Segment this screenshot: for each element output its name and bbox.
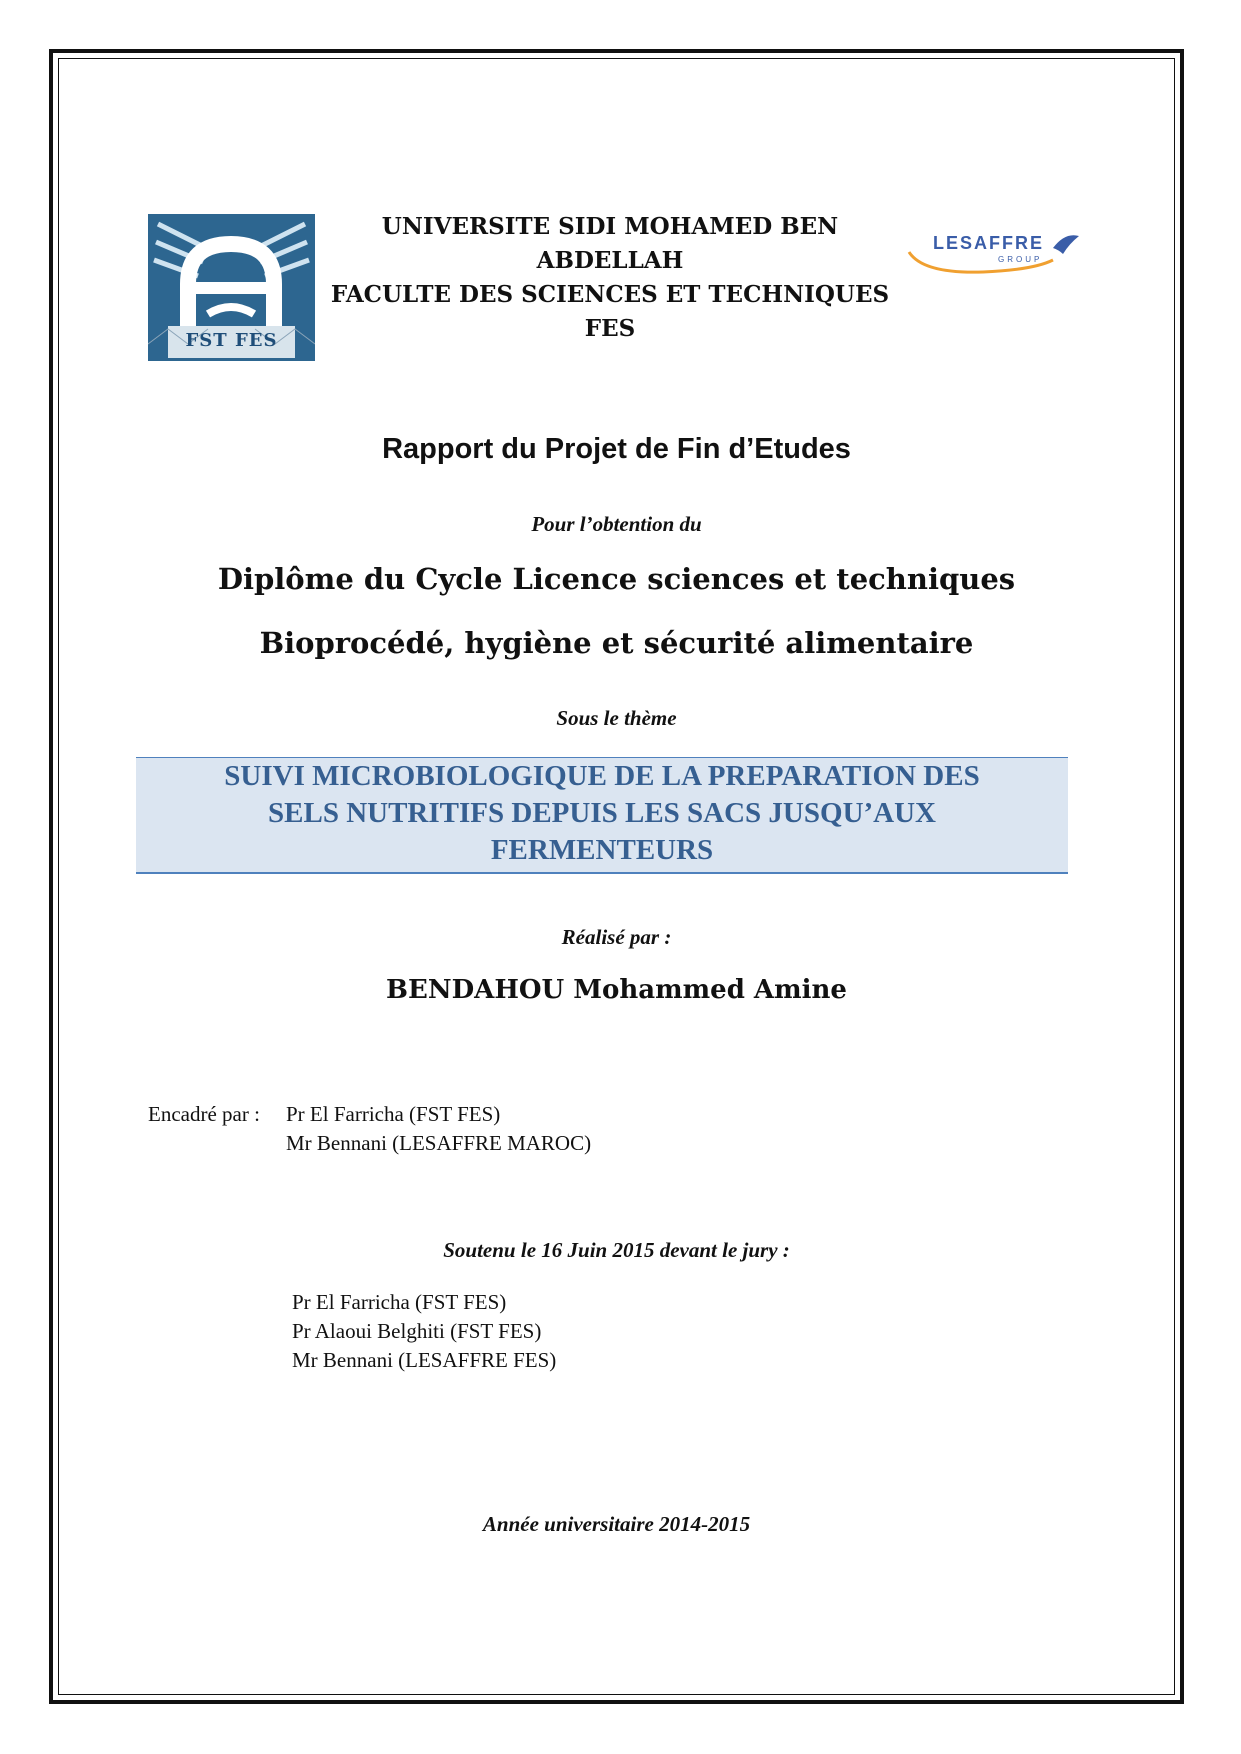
supervision-label: Encadré par : [148, 1102, 260, 1126]
theme-box [136, 757, 1068, 874]
fst-fes-logo-text: FST FES [185, 330, 278, 351]
supervisor-2: Mr Bennani (LESAFFRE MAROC) [286, 1131, 592, 1155]
lesaffre-logo-subtext: GROUP [998, 255, 1043, 264]
university-name-line2: ABDELLAH [536, 247, 684, 274]
jury-member: Pr Alaoui Belghiti (FST FES) [292, 1319, 542, 1343]
jury-label: Soutenu le 16 Juin 2015 devant le jury : [443, 1238, 790, 1262]
theme-line-2: SELS NUTRITIFS DEPUIS LES SACS JUSQU’AUX [268, 797, 936, 829]
fst-fes-logo [148, 214, 315, 361]
report-title: Rapport du Projet de Fin d’Etudes [382, 433, 851, 465]
author-name: BENDAHOU Mohammed Amine [386, 975, 847, 1005]
lesaffre-logo [903, 222, 1083, 282]
diploma-title: Diplôme du Cycle Licence sciences et techniques [217, 562, 1016, 596]
obtention-text: Pour l’obtention du [531, 512, 702, 536]
academic-year: Année universitaire 2014-2015 [482, 1512, 751, 1536]
theme-label: Sous le thème [556, 706, 677, 730]
supervisor-1: Pr El Farricha (FST FES) [286, 1102, 501, 1126]
faculty-name-line1: FACULTE DES SCIENCES ET TECHNIQUES [330, 281, 890, 308]
theme-line-1: SUIVI MICROBIOLOGIQUE DE LA PREPARATION DES [224, 760, 980, 792]
jury-member: Pr El Farricha (FST FES) [292, 1290, 507, 1314]
lesaffre-logo-text: LESAFFRE [933, 233, 1045, 253]
faculty-name-line2: FES [584, 315, 636, 342]
jury-member: Mr Bennani (LESAFFRE FES) [292, 1348, 557, 1372]
theme-line-3: FERMENTEURS [490, 834, 714, 866]
realise-label: Réalisé par : [561, 925, 672, 949]
specialty-title: Bioprocédé, hygiène et sécurité alimentaire [259, 626, 974, 660]
university-header [320, 210, 900, 346]
university-name-line1: UNIVERSITE SIDI MOHAMED BEN [381, 213, 839, 240]
